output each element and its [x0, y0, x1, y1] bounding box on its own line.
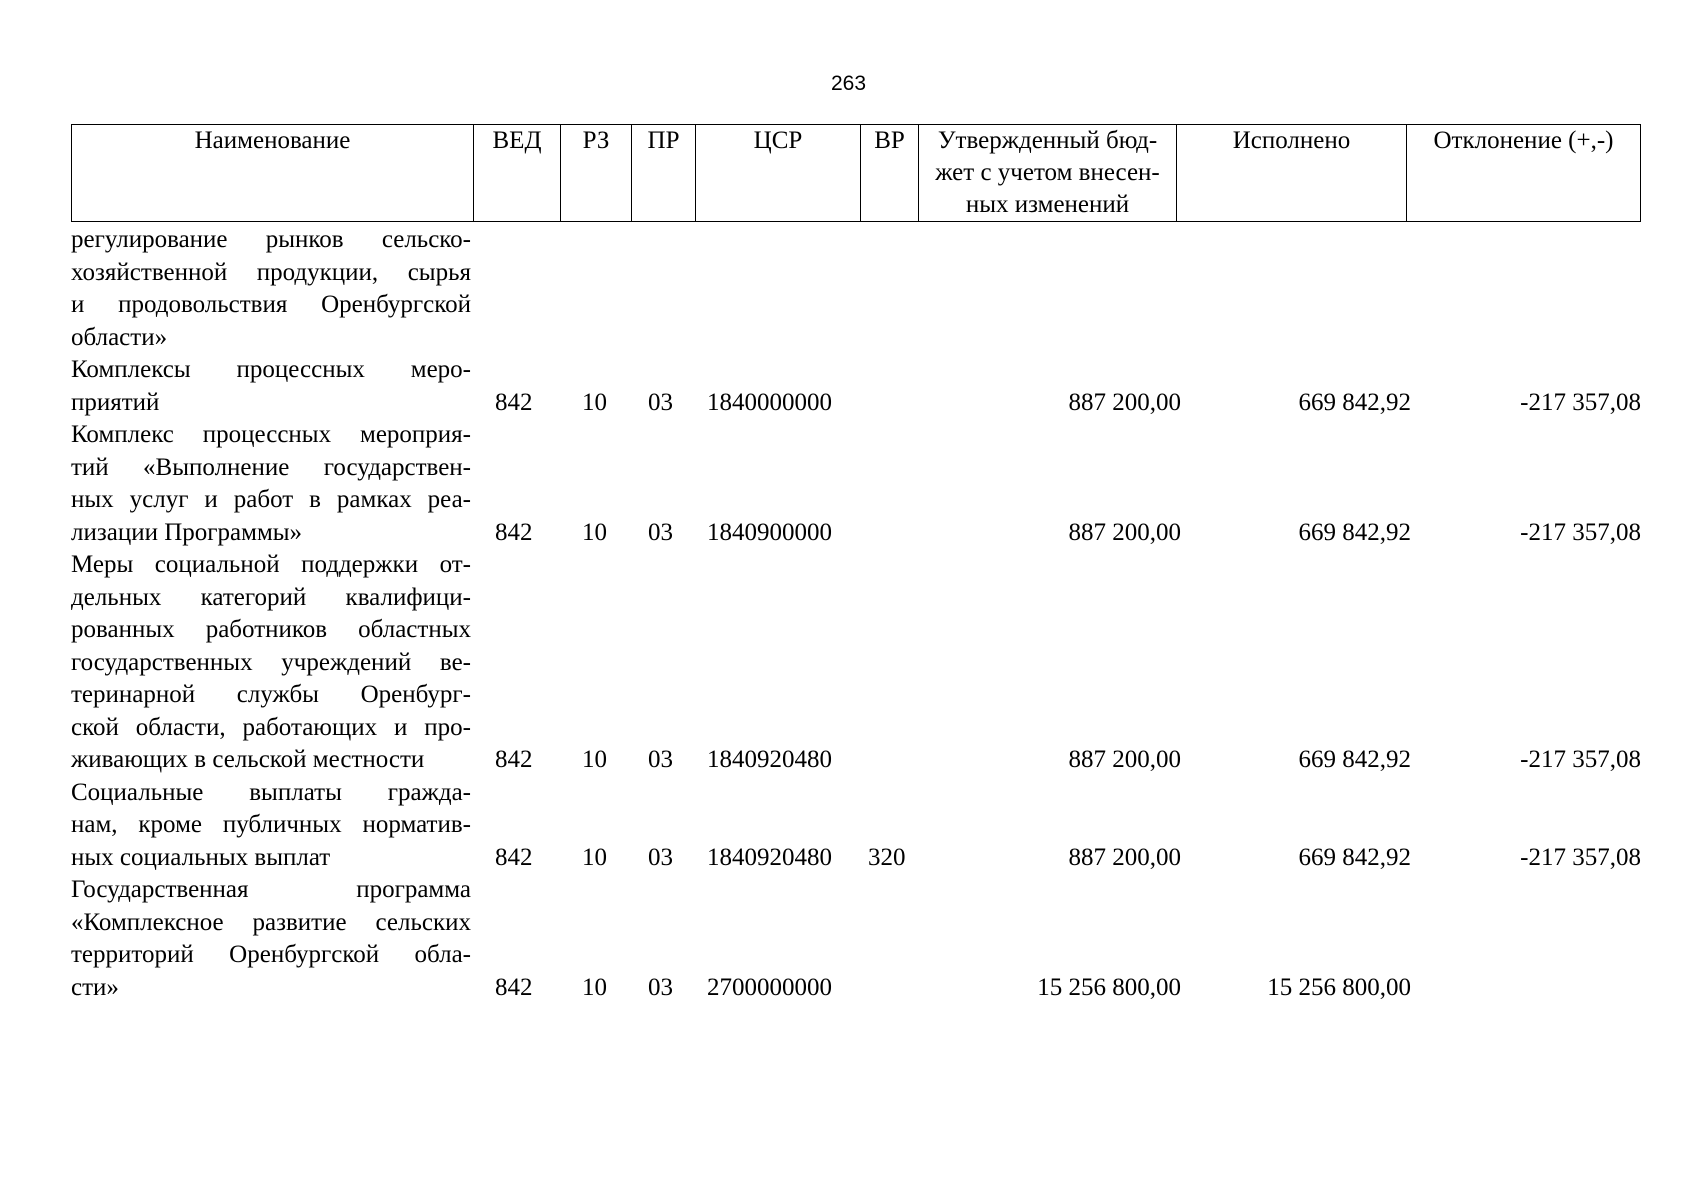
row-deviation: -217 357,08 [1520, 388, 1641, 416]
header-vr: ВР [861, 125, 919, 222]
row-ved: 842 [495, 388, 533, 416]
row-name-line: дельных категорий квалифици- [71, 583, 471, 611]
row-ved: 842 [495, 973, 533, 1001]
row-executed: 669 842,92 [1298, 843, 1411, 871]
header-name: Наименование [72, 125, 474, 222]
table-row [71, 419, 1640, 549]
row-budget: 15 256 800,00 [1037, 973, 1181, 1001]
row-name [71, 549, 471, 777]
row-pr [648, 322, 678, 355]
row-deviation: -217 357,08 [1520, 518, 1641, 546]
row-pr: 03 [648, 518, 673, 546]
row-name-line: нам, кроме публичных норматив- [71, 811, 471, 838]
row-executed: 15 256 800,00 [1267, 973, 1411, 1001]
row-vr: 320 [868, 843, 906, 871]
row-name-line: Социальные выплаты гражда- [71, 778, 471, 806]
row-name-line: Комплексы процессных меро- [71, 356, 471, 383]
row-executed: 669 842,92 [1298, 518, 1411, 546]
row-pr: 03 [648, 746, 673, 773]
row-pr: 03 [648, 388, 673, 416]
row-name-line: Комплекс процессных мероприя- [71, 421, 471, 448]
row-pr: 03 [648, 843, 673, 871]
row-rz [582, 322, 612, 355]
row-name-line: регулирование рынков сельско- [71, 226, 471, 253]
header-budget-line: ных изменений [965, 191, 1130, 218]
row-rz: 10 [582, 843, 607, 871]
row-name-line: рованных работников областных [71, 616, 471, 643]
row-budget [921, 322, 1181, 355]
row-name-line: Государственная программа [71, 876, 471, 903]
row-ved: 842 [495, 746, 533, 773]
row-executed: 669 842,92 [1298, 746, 1411, 773]
row-vr [868, 744, 918, 777]
row-ved: 842 [495, 843, 533, 871]
row-name-line: ных социальных выплат [71, 843, 331, 871]
header-budget-line: Утвержденный бюд- [937, 127, 1158, 154]
row-name-line: области» [71, 323, 168, 351]
row-name [71, 777, 471, 875]
row-vr [868, 387, 918, 420]
row-deviation: -217 357,08 [1520, 746, 1641, 773]
row-csr: 1840900000 [707, 518, 832, 546]
header-pr: ПР [632, 125, 696, 222]
row-name-line: живающих в сельской местности [71, 746, 425, 773]
row-name-line: теринарной службы Оренбург- [71, 681, 471, 708]
table-row [71, 874, 1640, 1004]
row-name-line: хозяйственной продукции, сырья [71, 258, 471, 286]
row-ved: 842 [495, 518, 533, 546]
row-name [71, 874, 471, 1004]
table-body [71, 224, 1640, 1004]
row-name [71, 419, 471, 549]
row-deviation: -217 357,08 [1520, 843, 1641, 871]
table-row [71, 777, 1640, 875]
row-budget: 887 200,00 [1068, 746, 1181, 773]
header-csr: ЦСР [696, 125, 861, 222]
row-name-line: ской области, работающих и про- [71, 713, 471, 741]
row-name-line: государственных учреждений ве- [71, 648, 471, 676]
row-rz: 10 [582, 518, 607, 546]
row-csr: 1840920480 [707, 746, 832, 773]
row-csr: 1840000000 [707, 388, 832, 416]
header-ved: ВЕД [474, 125, 561, 222]
row-pr: 03 [648, 973, 673, 1001]
header-deviation: Отклонение (+,-) [1407, 125, 1641, 222]
row-name-line: лизации Программы» [71, 518, 303, 546]
row-rz: 10 [582, 388, 607, 416]
row-name-line: приятий [71, 388, 160, 416]
row-executed: 669 842,92 [1298, 388, 1411, 416]
row-budget: 887 200,00 [1068, 518, 1181, 546]
row-ved [495, 322, 547, 355]
row-csr [707, 322, 852, 355]
table-row [71, 354, 1640, 419]
header-budget [919, 125, 1177, 222]
row-name [71, 354, 471, 419]
row-csr: 2700000000 [707, 973, 832, 1001]
table-row [71, 224, 1640, 354]
row-name-line: тий «Выполнение государствен- [71, 453, 471, 481]
row-name-line: Меры социальной поддержки от- [71, 551, 471, 578]
row-name-line: территорий Оренбургской обла- [71, 941, 471, 968]
row-csr: 1840920480 [707, 843, 832, 871]
table-row [71, 549, 1640, 777]
row-name-line: сти» [71, 973, 119, 1001]
row-rz: 10 [582, 746, 607, 773]
row-budget: 887 200,00 [1068, 388, 1181, 416]
header-budget-line: жет с учетом внесен- [935, 159, 1160, 186]
row-vr [868, 972, 918, 1005]
row-name-line: «Комплексное развитие сельских [71, 908, 471, 936]
row-name-line: и продовольствия Оренбургской [71, 291, 471, 318]
row-name-line: ных услуг и работ в рамках реа- [71, 486, 471, 513]
page-number: 263 [830, 72, 867, 95]
row-executed [1183, 322, 1411, 355]
header-executed: Исполнено [1177, 125, 1407, 222]
header-rz: РЗ [561, 125, 632, 222]
row-deviation [1413, 972, 1641, 1005]
row-rz: 10 [582, 973, 607, 1001]
row-vr [868, 322, 918, 355]
row-deviation [1413, 322, 1641, 355]
row-name [71, 224, 471, 354]
row-vr [868, 517, 918, 550]
table-header [71, 124, 1641, 222]
row-budget: 887 200,00 [1068, 843, 1181, 871]
